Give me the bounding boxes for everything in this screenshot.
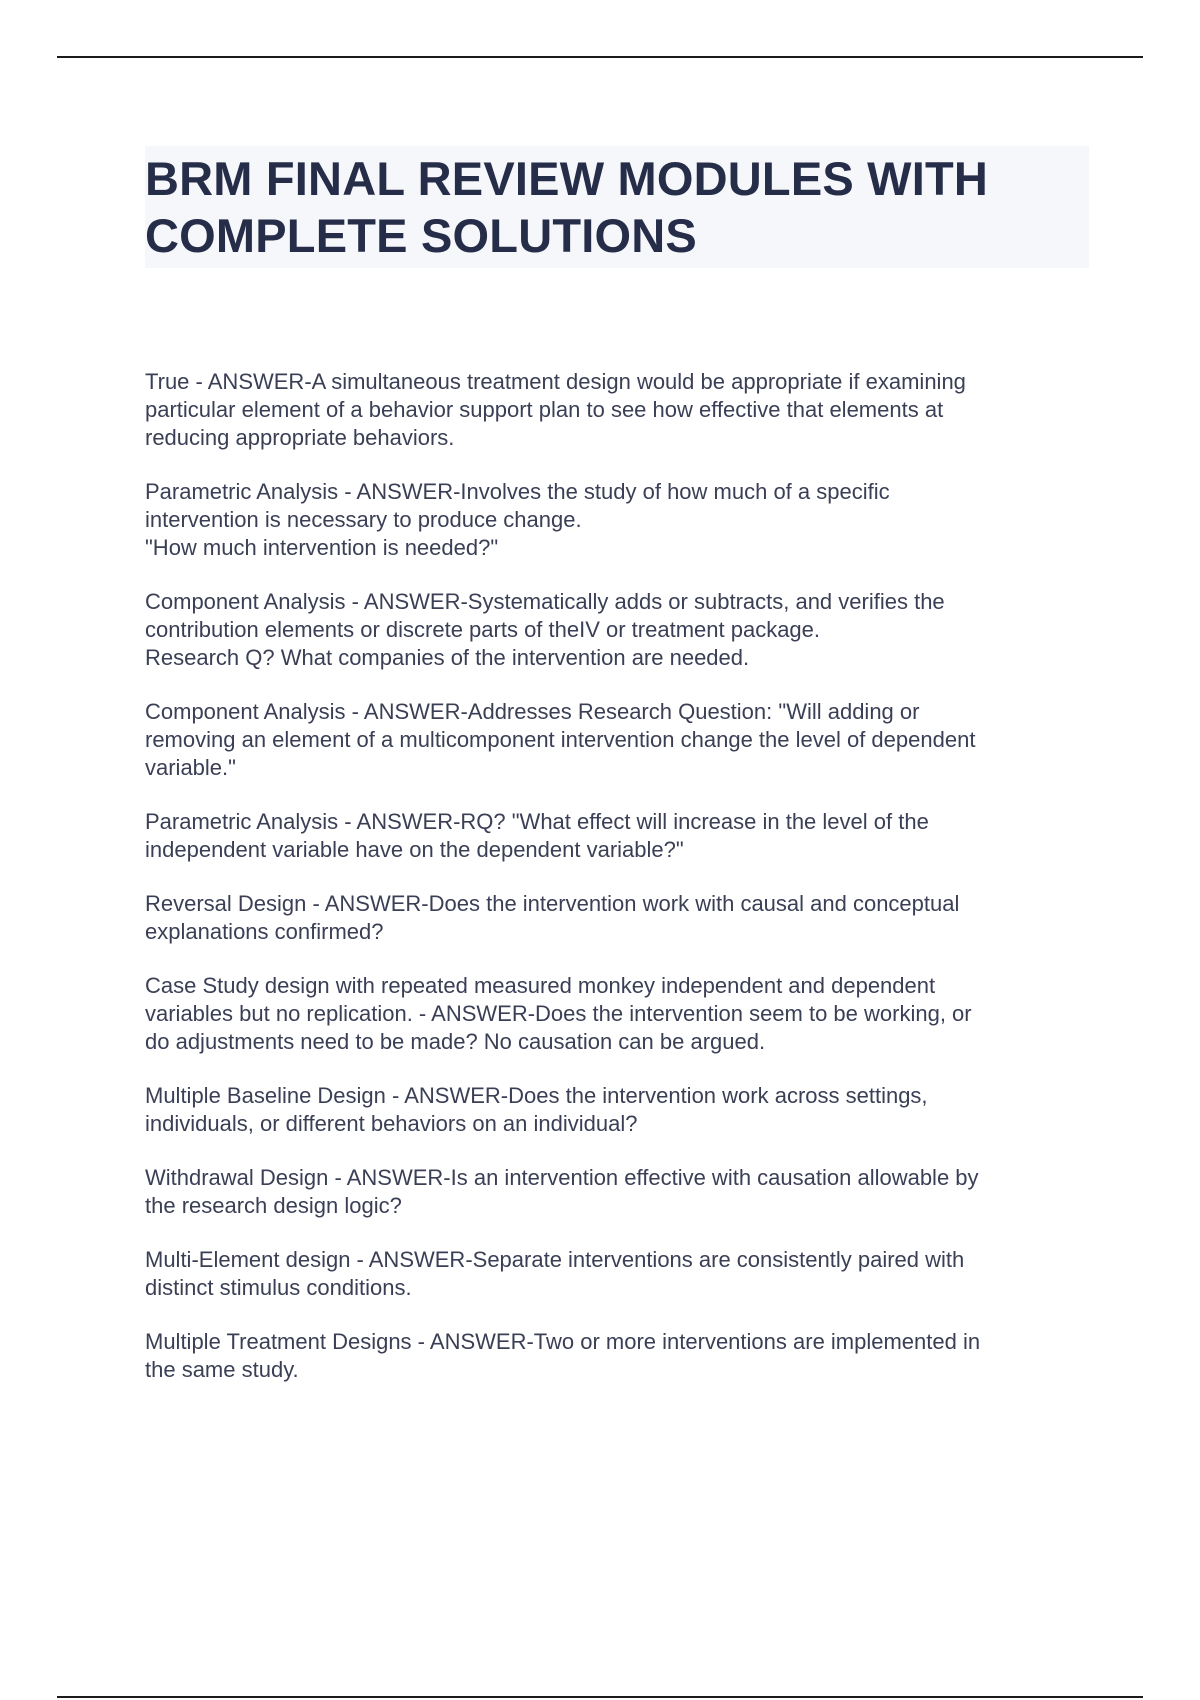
title-line: COMPLETE SOLUTIONS <box>145 209 697 262</box>
qa-line: particular element of a behavior support plan to see how effective that elements at <box>145 397 944 422</box>
qa-line: Multiple Baseline Design - ANSWER-Does the intervention work across settings, <box>145 1083 928 1108</box>
qa-line: removing an element of a multicomponent intervention change the level of dependent <box>145 727 976 752</box>
qa-line: Multi-Element design - ANSWER-Separate interventions are consistently paired with <box>145 1247 965 1272</box>
document-title <box>145 150 1089 264</box>
qa-line: variables but no replication. - ANSWER-Does the intervention seem to be working, or <box>145 1001 972 1026</box>
qa-line: "How much intervention is needed?" <box>145 535 499 560</box>
qa-line: the research design logic? <box>145 1193 402 1218</box>
qa-line: the same study. <box>145 1357 299 1382</box>
qa-entry <box>145 698 1075 782</box>
qa-entry <box>145 808 1075 864</box>
qa-entry <box>145 368 1075 452</box>
qa-entry <box>145 1246 1075 1302</box>
qa-line: Parametric Analysis - ANSWER-RQ? "What effect will increase in the level of the <box>145 809 929 834</box>
qa-line: True - ANSWER-A simultaneous treatment design would be appropriate if examining <box>145 369 966 394</box>
qa-line: reducing appropriate behaviors. <box>145 425 455 450</box>
qa-line: variable." <box>145 755 236 780</box>
qa-line: contribution elements or discrete parts of theIV or treatment package. <box>145 617 821 642</box>
qa-entry <box>145 1082 1075 1138</box>
qa-line: Component Analysis - ANSWER-Addresses Research Question: "Will adding or <box>145 699 920 724</box>
qa-line: independent variable have on the dependent variable?" <box>145 837 684 862</box>
title-block <box>145 146 1089 268</box>
qa-list <box>145 368 1075 1410</box>
qa-entry <box>145 588 1075 672</box>
qa-line: Multiple Treatment Designs - ANSWER-Two or more interventions are implemented in <box>145 1329 981 1354</box>
qa-entry <box>145 1164 1075 1220</box>
top-rule <box>57 56 1143 58</box>
qa-line: Parametric Analysis - ANSWER-Involves the study of how much of a specific <box>145 479 890 504</box>
qa-line: Withdrawal Design - ANSWER-Is an intervention effective with causation allowable by <box>145 1165 979 1190</box>
qa-entry <box>145 478 1075 562</box>
qa-line: individuals, or different behaviors on an individual? <box>145 1111 638 1136</box>
qa-line: distinct stimulus conditions. <box>145 1275 412 1300</box>
qa-line: Component Analysis - ANSWER-Systematically adds or subtracts, and verifies the <box>145 589 945 614</box>
qa-line: intervention is necessary to produce change. <box>145 507 582 532</box>
qa-line: explanations confirmed? <box>145 919 384 944</box>
qa-line: do adjustments need to be made? No causation can be argued. <box>145 1029 766 1054</box>
bottom-rule <box>57 1696 1143 1698</box>
qa-entry <box>145 890 1075 946</box>
title-line: BRM FINAL REVIEW MODULES WITH <box>145 152 989 205</box>
qa-line: Reversal Design - ANSWER-Does the intervention work with causal and conceptual <box>145 891 960 916</box>
qa-line: Case Study design with repeated measured monkey independent and dependent <box>145 973 936 998</box>
qa-line: Research Q? What companies of the intervention are needed. <box>145 645 750 670</box>
qa-entry <box>145 1328 1075 1384</box>
qa-entry <box>145 972 1075 1056</box>
